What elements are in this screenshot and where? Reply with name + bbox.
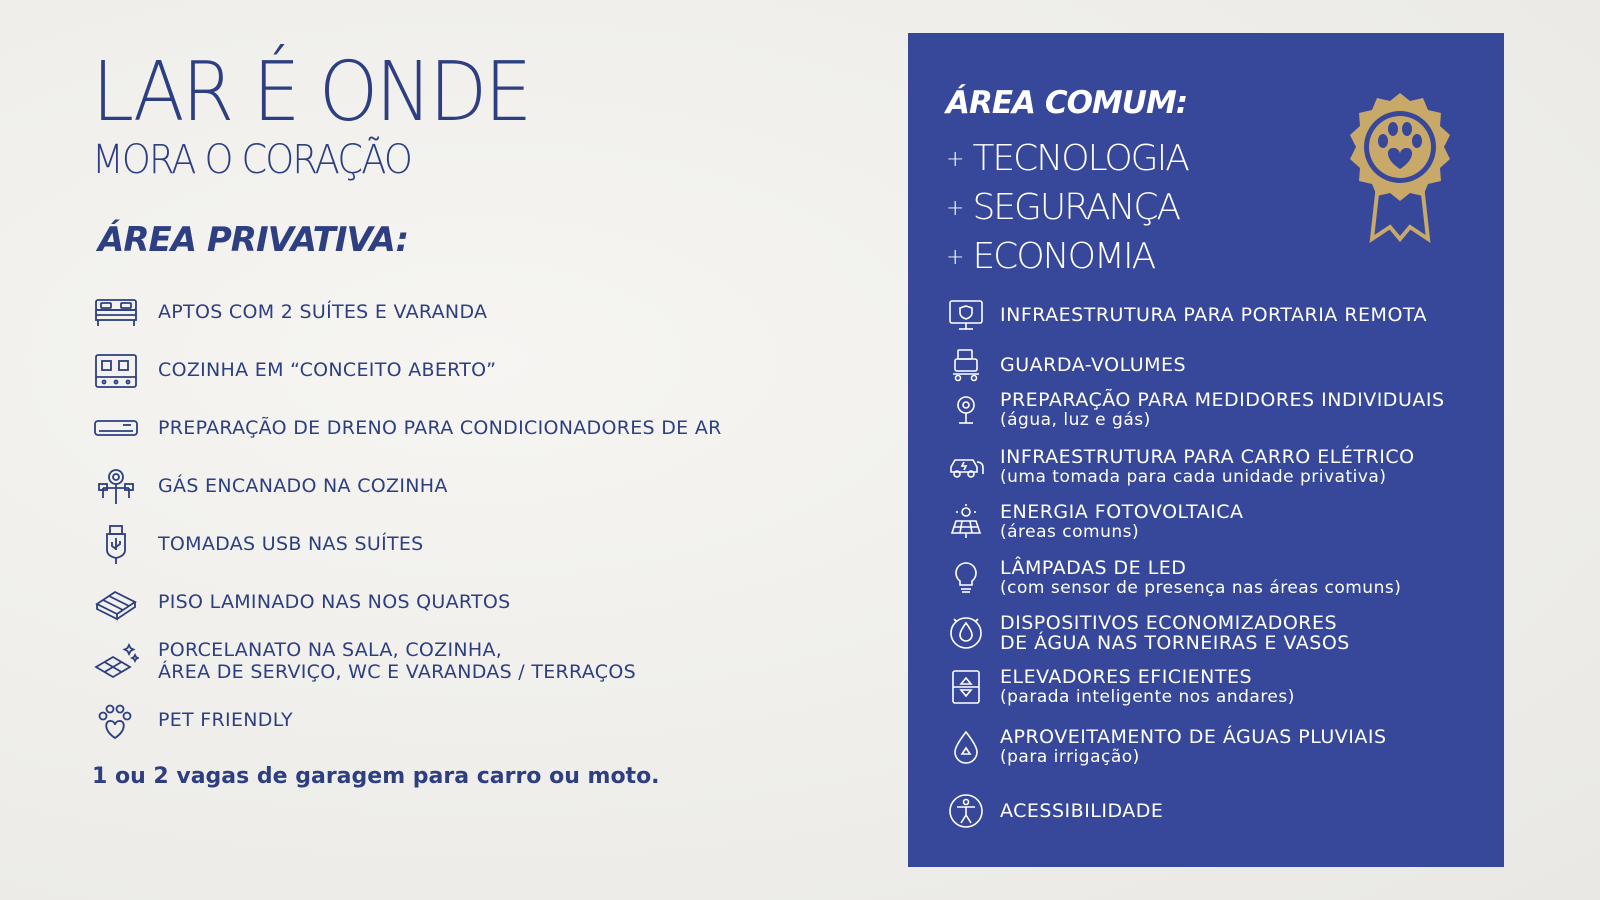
feature-subtext: (parada inteligente nos andares)	[1000, 687, 1295, 707]
feature-text: PREPARAÇÃO PARA MEDIDORES INDIVIDUAIS	[1000, 389, 1445, 411]
elevator-icon	[946, 667, 986, 707]
list-item	[92, 458, 812, 516]
list-item	[92, 692, 812, 750]
list-item-text-line2: ÁREA DE SERVIÇO, WC E VARANDAS / TERRAÇOS	[158, 661, 636, 683]
air-conditioner-icon	[92, 407, 140, 451]
pillar-label: TECNOLOGIA	[972, 138, 1188, 179]
feature-text: ACESSIBILIDADE	[1000, 799, 1164, 822]
feature-subtext: DE ÁGUA NAS TORNEIRAS E VASOS	[1000, 632, 1350, 654]
list-item-text: TOMADAS USB NAS SUÍTES	[158, 533, 424, 556]
pillar-item	[946, 184, 1188, 233]
feature-text: ELEVADORES EFICIENTES	[1000, 666, 1253, 688]
feature-item	[946, 613, 1350, 653]
feature-item	[946, 345, 1186, 385]
led-bulb-icon	[946, 558, 986, 598]
feature-text: INFRAESTRUTURA PARA CARRO ELÉTRICO	[1000, 446, 1415, 468]
list-item	[92, 574, 812, 632]
feature-item	[946, 791, 1163, 831]
private-area-title: ÁREA PRIVATIVA:	[98, 220, 409, 260]
common-area-panel	[908, 33, 1504, 867]
garage-note: 1 ou 2 vagas de garagem para carro ou moto.	[92, 764, 660, 789]
list-item	[92, 400, 812, 458]
bed-icon	[92, 291, 140, 335]
feature-subtext: (para irrigação)	[1000, 747, 1140, 767]
stove-icon	[92, 349, 140, 393]
feature-item	[946, 295, 1427, 335]
list-item-text: PISO LAMINADO NAS NOS QUARTOS	[158, 591, 511, 614]
feature-subtext: (água, luz e gás)	[1000, 410, 1151, 430]
feature-text: LÂMPADAS DE LED	[1000, 557, 1187, 579]
plus-sign: +	[946, 245, 963, 270]
meter-icon	[946, 390, 986, 430]
water-saver-icon	[946, 613, 986, 653]
pillar-item	[946, 135, 1188, 184]
common-area-title: ÁREA COMUM:	[946, 85, 1188, 121]
list-item-text: GÁS ENCANADO NA COZINHA	[158, 475, 448, 498]
feature-subtext: (com sensor de presença nas áreas comuns)	[1000, 578, 1402, 598]
headline-title: LAR É ONDE	[92, 45, 530, 140]
plus-sign: +	[946, 147, 963, 172]
feature-item	[946, 447, 1415, 487]
private-area-section	[92, 45, 812, 789]
gas-valve-icon	[92, 465, 140, 509]
feature-text: APROVEITAMENTO DE ÁGUAS PLUVIAIS	[1000, 726, 1387, 748]
list-item	[92, 284, 812, 342]
list-item	[92, 632, 812, 692]
pillar-label: ECONOMIA	[972, 236, 1155, 277]
rainwater-drop-icon	[946, 727, 986, 767]
paw-heart-icon	[92, 699, 140, 743]
feature-text: GUARDA-VOLUMES	[1000, 353, 1187, 376]
luggage-cart-icon	[946, 345, 986, 385]
solar-panel-icon	[946, 502, 986, 542]
feature-text: ENERGIA FOTOVOLTAICA	[1000, 501, 1244, 523]
plus-sign: +	[946, 196, 963, 221]
feature-item	[946, 667, 1295, 707]
list-item-text: APTOS COM 2 SUÍTES E VARANDA	[158, 301, 488, 324]
list-item-text: PET FRIENDLY	[158, 709, 293, 732]
monitor-shield-icon	[946, 295, 986, 335]
electric-car-icon	[946, 447, 986, 487]
feature-item	[946, 502, 1243, 542]
feature-item	[946, 727, 1387, 767]
feature-text: DISPOSITIVOS ECONOMIZADORES	[1000, 612, 1338, 634]
accessibility-icon	[946, 791, 986, 831]
feature-item	[946, 390, 1445, 430]
laminate-floor-icon	[92, 581, 140, 625]
list-item	[92, 342, 812, 400]
feature-item	[946, 558, 1401, 598]
feature-subtext: (uma tomada para cada unidade privativa)	[1000, 467, 1387, 487]
list-item-text: PREPARAÇÃO DE DRENO PARA CONDICIONADORES DE AR	[158, 417, 722, 440]
feature-text: INFRAESTRUTURA PARA PORTARIA REMOTA	[1000, 303, 1428, 326]
private-area-list	[92, 284, 812, 750]
pillar-item	[946, 233, 1188, 282]
pillars-list	[946, 135, 1188, 282]
headline-subtitle: MORA O CORAÇÃO	[92, 137, 412, 183]
usb-plug-icon	[92, 523, 140, 567]
pillar-label: SEGURANÇA	[972, 187, 1180, 228]
list-item-text: PORCELANATO NA SALA, COZINHA,	[158, 639, 503, 662]
list-item	[92, 516, 812, 574]
list-item-text: COZINHA EM “CONCEITO ABERTO”	[158, 359, 497, 382]
paw-award-seal-icon	[1340, 89, 1460, 249]
porcelain-tile-icon	[92, 640, 140, 684]
feature-subtext: (áreas comuns)	[1000, 522, 1140, 542]
